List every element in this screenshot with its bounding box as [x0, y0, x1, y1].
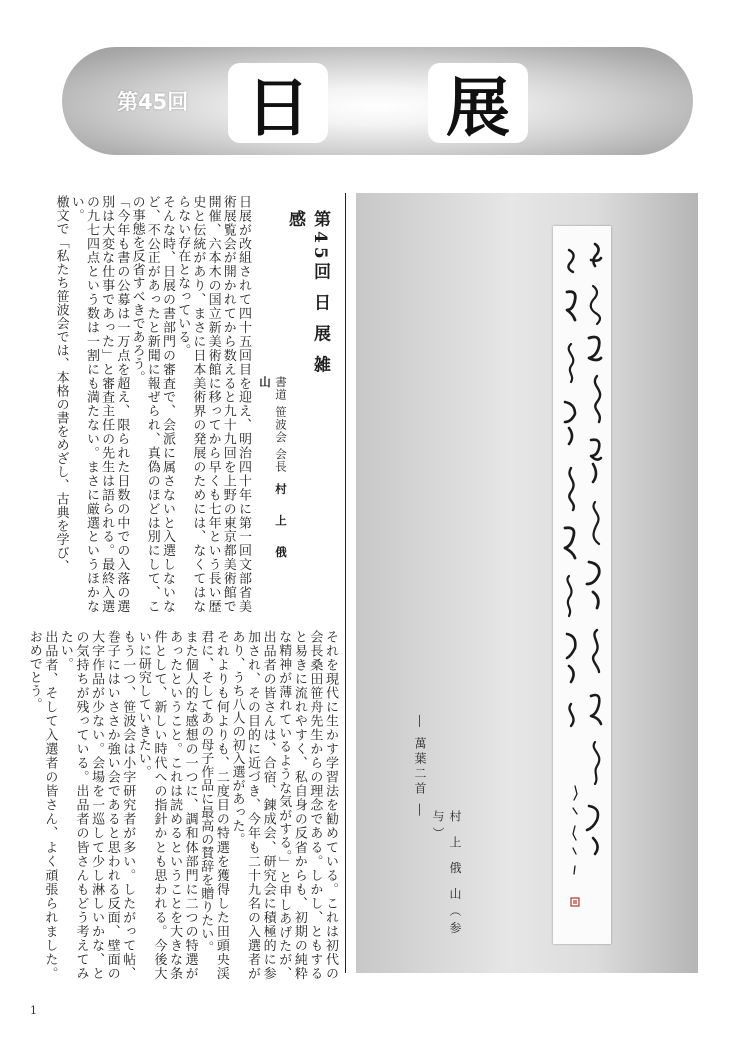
- edition-label: 第45回: [117, 90, 189, 114]
- body-paragraph: そんな時、日展の書部門の審査で、会派に属さないと入選しないなど、不公正があったと新聞に報ぜられ、真偽のほどは別にして、この事態を反省すべきであろう。: [129, 195, 175, 613]
- body-paragraph: 「今年も書の公募は一万点を超え、限られた日数の中での入落の選別は大変な仕事であった」と審査主任の先生は語られる。最終入選の九七四点という数は一割にも満たない。まさに厳選というほかない。: [68, 195, 130, 613]
- article-body-top: [53, 195, 251, 613]
- article-body-bottom: [26, 630, 338, 980]
- calligraphy-scroll-image: [553, 226, 611, 944]
- title-char-ten: 展: [428, 63, 528, 143]
- byline: [257, 376, 289, 586]
- page-number: 1: [30, 1004, 37, 1017]
- body-paragraph: もう一つ、笹波会は小字研究者が多い。したがって帖、巻子にはいささか強い会であると思われる反面、壁面の大字作品が少ない。会場を一巡して少し淋しいかな、との気持ちが残っている。出品者の皆さんもどう考えてみたい。: [57, 630, 136, 980]
- artwork-panel: [356, 193, 698, 973]
- body-paragraph: 出品者、そして入選者の皆さん、よく頑張られました。おめでとう。: [26, 630, 58, 980]
- artwork-caption: ― 萬葉二首 ―: [413, 715, 427, 819]
- body-paragraph: また個人的な感想の一つに、調和体部門に二つの特選があったということ。これは読めるということを大きな条件として、新しい時代への指針かとも思われる。今後大いに研究していきたい。: [135, 630, 198, 980]
- body-paragraph: それよりも何よりも、二度目の特選を獲得した田頭央渓君に、そしてあの母子作品に最高の賛辞を贈りたい。: [198, 630, 229, 980]
- body-paragraph: それを現代に生かす学習法を勧めている。これは初代の会長桑田笹舟先生からの理念である。しかし、ともすると易きに流れやすく、私自身の反省からも、初期の純粋な精神が薄れているような気がする。」と申しあげたが、出品者の皆さんは、合宿、錬成会、研究会に積極的に参加され、その目的に近づき、今年も二十九名の入選者があり、うち八人の初入選があった。: [229, 630, 338, 980]
- body-paragraph: 檄文で「私たち笹波会では、本格の書をめざし、古典を学び、: [53, 195, 69, 573]
- body-paragraph: 日展が改組されて四十五回目を迎え、明治四十年に第一回文部省美術展覧会が開かれてから数えると九十九回を上野の東京都美術館で開催、六本木の国立新美術館に移ってから早くも七年という長い歴史と伝統があり、まさに日本美術界の発展のためには、なくてはならない存在となっている。: [175, 195, 251, 613]
- title-char-nichi: 日: [228, 63, 328, 143]
- article-title: 第45回 日 展 雑 感: [285, 210, 330, 377]
- artwork-author: 村 上 俄 山（参与）: [431, 810, 462, 939]
- author-affiliation: 書道 笹波会 会長: [274, 376, 288, 473]
- author-name: 村 上 俄 山: [258, 376, 288, 566]
- column-divider: [345, 193, 346, 973]
- calligraphy-strokes: [553, 226, 611, 944]
